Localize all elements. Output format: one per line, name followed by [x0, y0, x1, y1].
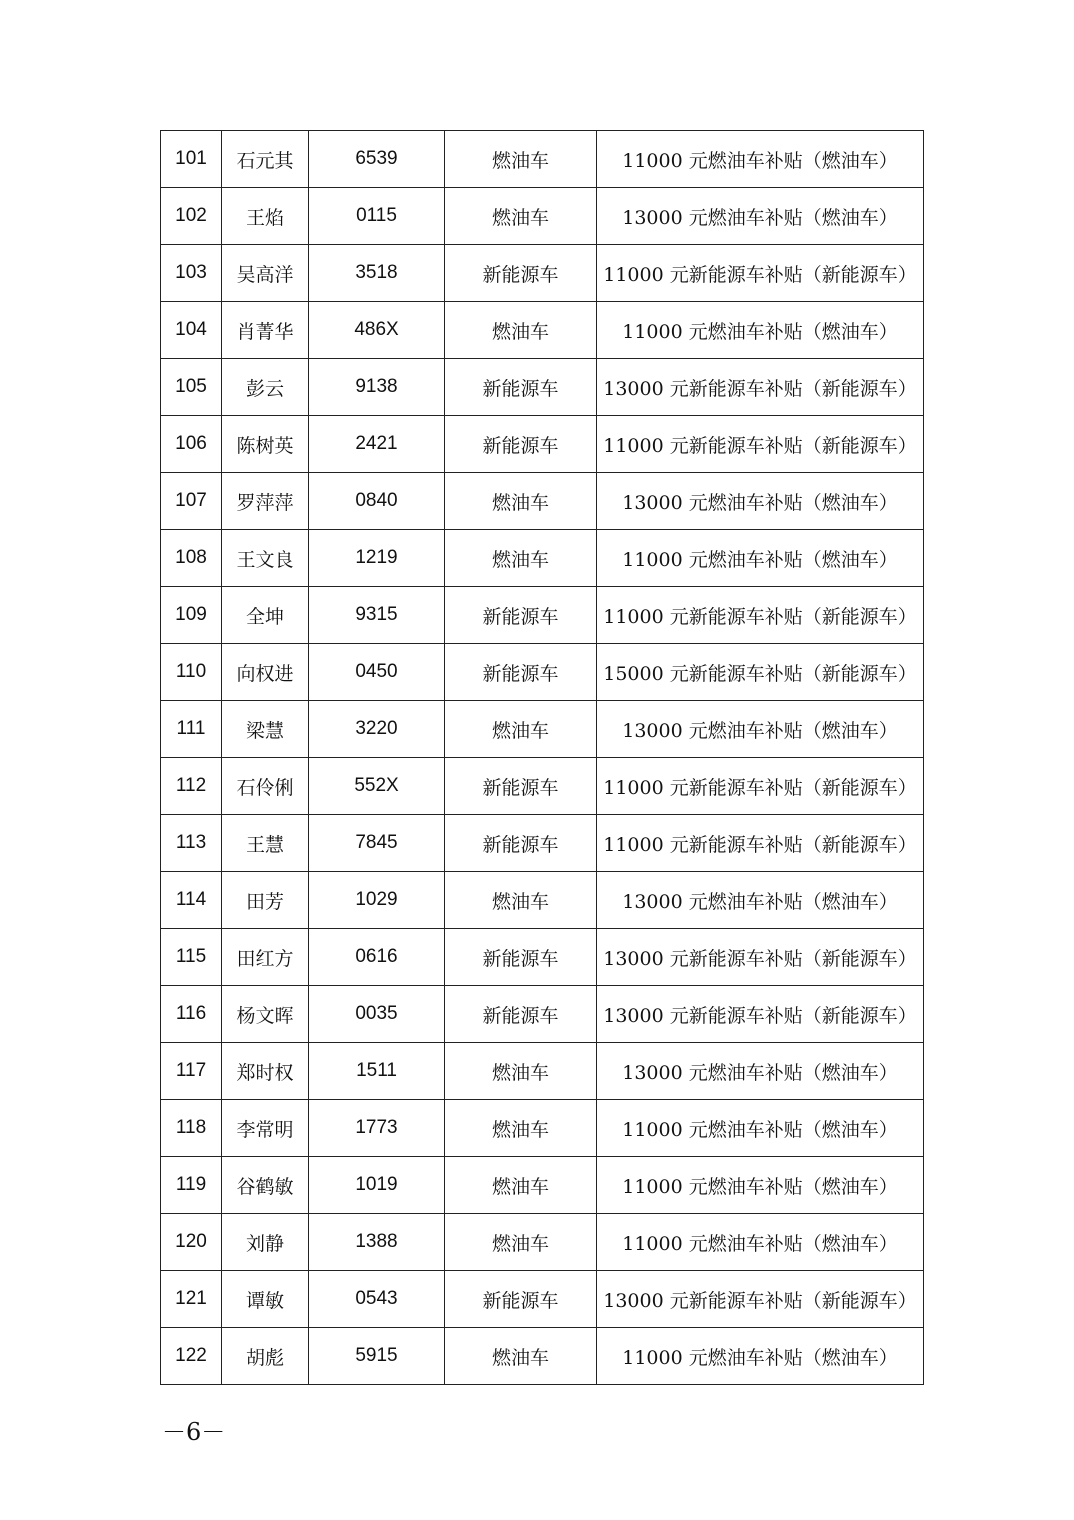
row-number-cell: 103 [161, 245, 222, 302]
row-number-cell: 118 [161, 1100, 222, 1157]
table-row [161, 986, 924, 1043]
table-row [161, 188, 924, 245]
table-row [161, 1214, 924, 1271]
name-cell: 彭云 [222, 359, 309, 416]
row-number-cell: 108 [161, 530, 222, 587]
table-row [161, 644, 924, 701]
name-cell: 梁慧 [222, 701, 309, 758]
subsidy-cell: 11000 元新能源车补贴（新能源车） [597, 587, 924, 644]
name-cell: 肖菁华 [222, 302, 309, 359]
subsidy-cell: 11000 元新能源车补贴（新能源车） [597, 815, 924, 872]
subsidy-cell: 11000 元新能源车补贴（新能源车） [597, 758, 924, 815]
row-number-cell: 121 [161, 1271, 222, 1328]
id-suffix-cell: 1388 [309, 1214, 445, 1271]
id-suffix-cell: 0115 [309, 188, 445, 245]
table-row [161, 701, 924, 758]
row-number-cell: 111 [161, 701, 222, 758]
table-row [161, 758, 924, 815]
vehicle-type-cell: 新能源车 [445, 815, 597, 872]
row-number-cell: 113 [161, 815, 222, 872]
id-suffix-cell: 3518 [309, 245, 445, 302]
row-number-cell: 116 [161, 986, 222, 1043]
subsidy-cell: 11000 元燃油车补贴（燃油车） [597, 1214, 924, 1271]
table-row [161, 1100, 924, 1157]
vehicle-type-cell: 燃油车 [445, 1043, 597, 1100]
row-number-cell: 119 [161, 1157, 222, 1214]
subsidy-cell: 13000 元新能源车补贴（新能源车） [597, 986, 924, 1043]
name-cell: 陈树英 [222, 416, 309, 473]
row-number-cell: 122 [161, 1328, 222, 1385]
id-suffix-cell: 1019 [309, 1157, 445, 1214]
subsidy-cell: 11000 元燃油车补贴（燃油车） [597, 530, 924, 587]
vehicle-type-cell: 燃油车 [445, 701, 597, 758]
row-number-cell: 112 [161, 758, 222, 815]
subsidy-cell: 13000 元新能源车补贴（新能源车） [597, 359, 924, 416]
vehicle-type-cell: 燃油车 [445, 1100, 597, 1157]
vehicle-type-cell: 新能源车 [445, 587, 597, 644]
name-cell: 向权进 [222, 644, 309, 701]
row-number-cell: 114 [161, 872, 222, 929]
vehicle-type-cell: 新能源车 [445, 644, 597, 701]
row-number-cell: 120 [161, 1214, 222, 1271]
table-row [161, 473, 924, 530]
table-row [161, 587, 924, 644]
vehicle-type-cell: 燃油车 [445, 530, 597, 587]
subsidy-cell: 13000 元新能源车补贴（新能源车） [597, 1271, 924, 1328]
table-row [161, 302, 924, 359]
table-row [161, 929, 924, 986]
name-cell: 谷鹤敏 [222, 1157, 309, 1214]
id-suffix-cell: 552X [309, 758, 445, 815]
name-cell: 石元其 [222, 131, 309, 188]
name-cell: 胡彪 [222, 1328, 309, 1385]
vehicle-type-cell: 燃油车 [445, 131, 597, 188]
id-suffix-cell: 0840 [309, 473, 445, 530]
row-number-cell: 115 [161, 929, 222, 986]
name-cell: 罗萍萍 [222, 473, 309, 530]
page-number: －6－ [162, 1418, 226, 1446]
table-row [161, 872, 924, 929]
subsidy-cell: 13000 元燃油车补贴（燃油车） [597, 188, 924, 245]
table-row [161, 530, 924, 587]
name-cell: 王焰 [222, 188, 309, 245]
vehicle-type-cell: 燃油车 [445, 1328, 597, 1385]
name-cell: 刘静 [222, 1214, 309, 1271]
name-cell: 全坤 [222, 587, 309, 644]
row-number-cell: 109 [161, 587, 222, 644]
vehicle-type-cell: 燃油车 [445, 872, 597, 929]
table-row [161, 245, 924, 302]
id-suffix-cell: 0543 [309, 1271, 445, 1328]
name-cell: 杨文晖 [222, 986, 309, 1043]
name-cell: 田芳 [222, 872, 309, 929]
table-row [161, 131, 924, 188]
subsidy-cell: 13000 元新能源车补贴（新能源车） [597, 929, 924, 986]
name-cell: 吴高洋 [222, 245, 309, 302]
subsidy-cell: 15000 元新能源车补贴（新能源车） [597, 644, 924, 701]
table-body [161, 131, 924, 1385]
vehicle-type-cell: 新能源车 [445, 1271, 597, 1328]
table-row [161, 1328, 924, 1385]
subsidy-table-container [160, 130, 924, 1385]
subsidy-cell: 11000 元新能源车补贴（新能源车） [597, 416, 924, 473]
table-row [161, 359, 924, 416]
subsidy-cell: 13000 元燃油车补贴（燃油车） [597, 872, 924, 929]
name-cell: 王文良 [222, 530, 309, 587]
table-row [161, 1157, 924, 1214]
row-number-cell: 101 [161, 131, 222, 188]
subsidy-table [160, 130, 924, 1385]
vehicle-type-cell: 燃油车 [445, 473, 597, 530]
vehicle-type-cell: 燃油车 [445, 188, 597, 245]
vehicle-type-cell: 新能源车 [445, 416, 597, 473]
row-number-cell: 110 [161, 644, 222, 701]
id-suffix-cell: 5915 [309, 1328, 445, 1385]
name-cell: 王慧 [222, 815, 309, 872]
vehicle-type-cell: 新能源车 [445, 929, 597, 986]
row-number-cell: 117 [161, 1043, 222, 1100]
vehicle-type-cell: 燃油车 [445, 302, 597, 359]
vehicle-type-cell: 新能源车 [445, 986, 597, 1043]
id-suffix-cell: 1773 [309, 1100, 445, 1157]
vehicle-type-cell: 新能源车 [445, 758, 597, 815]
id-suffix-cell: 6539 [309, 131, 445, 188]
name-cell: 田红方 [222, 929, 309, 986]
id-suffix-cell: 7845 [309, 815, 445, 872]
vehicle-type-cell: 燃油车 [445, 1214, 597, 1271]
subsidy-cell: 11000 元燃油车补贴（燃油车） [597, 1157, 924, 1214]
id-suffix-cell: 1029 [309, 872, 445, 929]
name-cell: 谭敏 [222, 1271, 309, 1328]
vehicle-type-cell: 新能源车 [445, 359, 597, 416]
vehicle-type-cell: 燃油车 [445, 1157, 597, 1214]
id-suffix-cell: 3220 [309, 701, 445, 758]
row-number-cell: 104 [161, 302, 222, 359]
id-suffix-cell: 9138 [309, 359, 445, 416]
id-suffix-cell: 0035 [309, 986, 445, 1043]
subsidy-cell: 13000 元燃油车补贴（燃油车） [597, 1043, 924, 1100]
subsidy-cell: 11000 元燃油车补贴（燃油车） [597, 302, 924, 359]
subsidy-cell: 11000 元燃油车补贴（燃油车） [597, 131, 924, 188]
name-cell: 石伶俐 [222, 758, 309, 815]
row-number-cell: 107 [161, 473, 222, 530]
vehicle-type-cell: 新能源车 [445, 245, 597, 302]
table-row [161, 815, 924, 872]
subsidy-cell: 13000 元燃油车补贴（燃油车） [597, 701, 924, 758]
name-cell: 李常明 [222, 1100, 309, 1157]
subsidy-cell: 13000 元燃油车补贴（燃油车） [597, 473, 924, 530]
subsidy-cell: 11000 元燃油车补贴（燃油车） [597, 1100, 924, 1157]
table-row [161, 416, 924, 473]
subsidy-cell: 11000 元燃油车补贴（燃油车） [597, 1328, 924, 1385]
id-suffix-cell: 0450 [309, 644, 445, 701]
id-suffix-cell: 486X [309, 302, 445, 359]
row-number-cell: 102 [161, 188, 222, 245]
subsidy-cell: 11000 元新能源车补贴（新能源车） [597, 245, 924, 302]
table-row [161, 1043, 924, 1100]
name-cell: 郑时权 [222, 1043, 309, 1100]
row-number-cell: 105 [161, 359, 222, 416]
row-number-cell: 106 [161, 416, 222, 473]
id-suffix-cell: 1511 [309, 1043, 445, 1100]
id-suffix-cell: 9315 [309, 587, 445, 644]
id-suffix-cell: 2421 [309, 416, 445, 473]
id-suffix-cell: 1219 [309, 530, 445, 587]
table-row [161, 1271, 924, 1328]
id-suffix-cell: 0616 [309, 929, 445, 986]
